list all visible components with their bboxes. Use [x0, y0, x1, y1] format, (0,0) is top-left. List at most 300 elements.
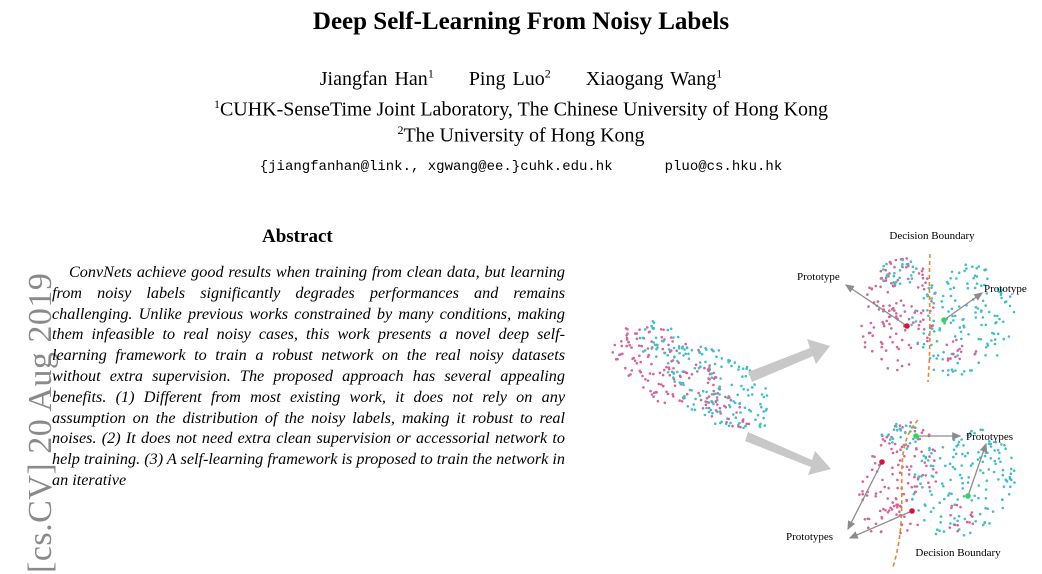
scatter-dot [858, 493, 861, 496]
scatter-dot [895, 281, 898, 284]
scatter-dot [621, 353, 624, 356]
scatter-dot [682, 354, 685, 357]
scatter-dot [985, 497, 988, 500]
decision-boundary-line-top [928, 254, 930, 382]
scatter-dot [896, 369, 899, 372]
scatter-dot [624, 367, 627, 370]
scatter-dot [753, 383, 756, 386]
scatter-dot [910, 465, 913, 468]
scatter-dot [896, 429, 899, 432]
scatter-dot [977, 451, 980, 454]
scatter-dot [659, 372, 662, 375]
scatter-dot [889, 438, 892, 441]
prototype-point [909, 508, 915, 514]
scatter-dot [700, 399, 703, 402]
scatter-dot [711, 393, 714, 396]
scatter-dot [696, 370, 699, 373]
scatter-dot [956, 520, 959, 523]
scatter-dot [917, 478, 920, 481]
scatter-dot [899, 459, 902, 462]
scatter-dot [881, 479, 884, 482]
scatter-dot [1000, 443, 1003, 446]
scatter-dot [980, 285, 983, 288]
scatter-dot [895, 425, 898, 428]
scatter-dot [891, 341, 894, 344]
scatter-dot [911, 486, 914, 489]
scatter-dot [730, 399, 733, 402]
scatter-dot [899, 424, 902, 427]
scatter-dot [953, 503, 956, 506]
scatter-dot [922, 277, 925, 280]
scatter-dot [922, 267, 925, 270]
scatter-dot [1002, 338, 1005, 341]
scatter-dot [952, 466, 955, 469]
scatter-dot [954, 335, 957, 338]
scatter-dot [715, 355, 718, 358]
scatter-dot [660, 383, 663, 386]
prototype-label: Prototype [984, 283, 1027, 295]
scatter-dot [874, 462, 877, 465]
scatter-dot [919, 482, 922, 485]
scatter-dot [930, 510, 933, 513]
scatter-dot [682, 370, 685, 373]
scatter-dot [695, 364, 698, 367]
prototype-label: Prototype [797, 271, 840, 283]
scatter-dot [665, 366, 668, 369]
scatter-dot [910, 305, 913, 308]
prototype-point [913, 433, 919, 439]
scatter-dot [933, 459, 936, 462]
scatter-dot [944, 465, 947, 468]
scatter-dot [714, 363, 717, 366]
scatter-dot [896, 479, 899, 482]
scatter-dot [634, 359, 637, 362]
scatter-dot [704, 400, 707, 403]
scatter-dot [880, 341, 883, 344]
scatter-dot [627, 341, 630, 344]
scatter-dot [930, 297, 933, 300]
scatter-dot [935, 533, 938, 536]
scatter-dot [910, 260, 913, 263]
scatter-dot [714, 392, 717, 395]
scatter-dot [1009, 485, 1012, 488]
scatter-dot [942, 446, 945, 449]
scatter-dot [978, 265, 981, 268]
scatter-dot [875, 492, 878, 495]
scatter-dot [955, 339, 958, 342]
scatter-dot [967, 476, 970, 479]
scatter-dot [923, 343, 926, 346]
scatter-dot [970, 514, 973, 517]
scatter-dot [932, 475, 935, 478]
scatter-dot [871, 350, 874, 353]
scatter-dot [657, 400, 660, 403]
scatter-dot [951, 271, 954, 274]
scatter-dot [897, 279, 900, 282]
scatter-dot [993, 449, 996, 452]
scatter-dot [909, 523, 912, 526]
scatter-dot [918, 475, 921, 478]
scatter-dot [760, 406, 763, 409]
scatter-dot [976, 282, 979, 285]
scatter-dot [664, 402, 667, 405]
scatter-dot [694, 409, 697, 412]
scatter-dot [960, 331, 963, 334]
scatter-dot [892, 452, 895, 455]
big-arrow-up [748, 339, 830, 382]
scatter-dot [918, 324, 921, 327]
scatter-dot [922, 309, 925, 312]
scatter-dot [673, 355, 676, 358]
scatter-dot [907, 445, 910, 448]
scatter-dot [923, 328, 926, 331]
scatter-dot [678, 399, 681, 402]
scatter-dot [952, 340, 955, 343]
scatter-dot [721, 357, 724, 360]
scatter-dot [895, 423, 898, 426]
scatter-dot [748, 423, 751, 426]
scatter-dot [655, 337, 658, 340]
scatter-dot [667, 371, 670, 374]
scatter-dot [614, 344, 617, 347]
scatter-dot [731, 425, 734, 428]
scatter-dot [1000, 297, 1003, 300]
scatter-dot [710, 373, 713, 376]
scatter-dot [912, 271, 915, 274]
scatter-dot [998, 452, 1001, 455]
scatter-dot [926, 309, 929, 312]
scatter-dot [901, 426, 904, 429]
scatter-dot [977, 497, 980, 500]
scatter-dot [909, 425, 912, 428]
scatter-dot [887, 511, 890, 514]
scatter-dot [932, 468, 935, 471]
scatter-dot [953, 439, 956, 442]
scatter-dot [1001, 499, 1004, 502]
scatter-dot [641, 375, 644, 378]
scatter-dot [967, 333, 970, 336]
scatter-dot [631, 358, 634, 361]
scatter-dot [738, 366, 741, 369]
scatter-dot [725, 406, 728, 409]
scatter-dot [949, 522, 952, 525]
scatter-dot [703, 367, 706, 370]
scatter-dot [957, 443, 960, 446]
scatter-dot [888, 442, 891, 445]
scatter-dot [868, 286, 871, 289]
scatter-dot [718, 349, 721, 352]
scatter-dot [894, 443, 897, 446]
scatter-dot [896, 346, 899, 349]
scatter-dot [956, 504, 959, 507]
scatter-dot [650, 363, 653, 366]
scatter-dot [914, 309, 917, 312]
scatter-dot [1008, 335, 1011, 338]
scatter-dot [879, 491, 882, 494]
arxiv-stamp: [cs.CV] 20 Aug 2019 [22, 272, 59, 573]
scatter-dot [685, 353, 688, 356]
scatter-dot [949, 288, 952, 291]
scatter-dot [961, 453, 964, 456]
scatter-dot [984, 304, 987, 307]
scatter-dot [899, 282, 902, 285]
scatter-dot [961, 477, 964, 480]
scatter-dot [935, 357, 938, 360]
scatter-dot [762, 410, 765, 413]
scatter-dot [958, 358, 961, 361]
scatter-dot [672, 359, 675, 362]
scatter-dot [883, 325, 886, 328]
scatter-dot [757, 414, 760, 417]
scatter-dot [867, 526, 870, 529]
scatter-dot [914, 473, 917, 476]
scatter-dot [950, 493, 953, 496]
scatter-dot [953, 517, 956, 520]
scatter-dot [892, 281, 895, 284]
scatter-dot [914, 426, 917, 429]
scatter-dot [927, 459, 930, 462]
scatter-dot [871, 468, 874, 471]
scatter-dot [691, 349, 694, 352]
scatter-dot [687, 405, 690, 408]
scatter-dot [1005, 300, 1008, 303]
scatter-dot [727, 361, 730, 364]
scatter-dot [994, 338, 997, 341]
scatter-dot [759, 423, 762, 426]
scatter-dot [897, 359, 900, 362]
scatter-dot [982, 461, 985, 464]
scatter-dot [956, 530, 959, 533]
scatter-dot [971, 499, 974, 502]
scatter-dot [884, 440, 887, 443]
scatter-dot [906, 447, 909, 450]
scatter-dot [875, 523, 878, 526]
abstract-text: ConvNets achieve good results when training from clean data, but learning from noisy labels significantly degrades performances and remains challenging. Unlike previous works constrained by many conditions, making them infeasible to real noisy cases, this work presents a novel deep self-learning framework to train a robust network on the real noisy datasets without extra supervision. The proposed approach has several appealing benefits. (1) Different from most existing work, it does not rely on any assumption on the distribution of the noisy labels, making it robust to real noises. (2) It does not need extra clean supervision or accessorial network to help training. (3) A self-learning framework is proposed to train the network in an iterative [52, 263, 565, 489]
scatter-dot [890, 448, 893, 451]
scatter-dot [663, 369, 666, 372]
scatter-dot [905, 266, 908, 269]
scatter-dot [900, 429, 903, 432]
scatter-dot [738, 422, 741, 425]
scatter-dot [714, 422, 717, 425]
scatter-dot [720, 421, 723, 424]
scatter-dot [961, 487, 964, 490]
scatter-dot [997, 449, 1000, 452]
scatter-dot [912, 438, 915, 441]
scatter-dot [759, 426, 762, 429]
scatter-dot [652, 327, 655, 330]
scatter-dot [910, 421, 913, 424]
scatter-dot [952, 319, 955, 322]
scatter-dot [954, 299, 957, 302]
scatter-dot [681, 400, 684, 403]
scatter-dot [620, 340, 623, 343]
scatter-dot [670, 336, 673, 339]
scatter-dot [862, 335, 865, 338]
scatter-dot [988, 522, 991, 525]
scatter-dot [913, 476, 916, 479]
scatter-dot [926, 340, 929, 343]
author-emails [0, 159, 1042, 175]
scatter-dot [1008, 493, 1011, 496]
concept-figure [588, 222, 1042, 574]
scatter-dot [666, 354, 669, 357]
scatter-dot [1013, 311, 1016, 314]
scatter-dot [892, 437, 895, 440]
scatter-dot [652, 373, 655, 376]
scatter-dot [699, 351, 702, 354]
scatter-dot [686, 393, 689, 396]
scatter-dot [964, 455, 967, 458]
scatter-dot [658, 383, 661, 386]
scatter-dot [673, 372, 676, 375]
scatter-dot [895, 504, 898, 507]
scatter-dot [715, 400, 718, 403]
scatter-dot [893, 505, 896, 508]
scatter-dot [917, 328, 920, 331]
scatter-dot [954, 524, 957, 527]
scatter-dot [668, 348, 671, 351]
scatter-dot [716, 396, 719, 399]
scatter-dot [899, 448, 902, 451]
scatter-dot [621, 345, 624, 348]
scatter-dot [710, 409, 713, 412]
scatter-dot [921, 486, 924, 489]
scatter-dot [926, 337, 929, 340]
scatter-dot [669, 374, 672, 377]
scatter-dot [895, 333, 898, 336]
scatter-dot [705, 404, 708, 407]
scatter-dot [994, 315, 997, 318]
scatter-dot [1002, 321, 1005, 324]
scatter-dot [911, 277, 914, 280]
scatter-dot [647, 347, 650, 350]
prototype-point [965, 493, 971, 499]
scatter-dot [673, 347, 676, 350]
scatter-dot [704, 414, 707, 417]
scatter-dot [634, 332, 637, 335]
scatter-dot [883, 486, 886, 489]
scatter-dot [644, 378, 647, 381]
scatter-dot [892, 307, 895, 310]
scatter-dot [885, 320, 888, 323]
scatter-dot [1009, 305, 1012, 308]
scatter-dot [910, 274, 913, 277]
scatter-dot [955, 277, 958, 280]
scatter-dot [730, 384, 733, 387]
scatter-dot [931, 327, 934, 330]
scatter-dot [889, 507, 892, 510]
scatter-dot [961, 373, 964, 376]
scatter-dot [954, 315, 957, 318]
scatter-dot [999, 461, 1002, 464]
scatter-dot [923, 332, 926, 335]
scatter-dot [914, 430, 917, 433]
scatter-dot [719, 407, 722, 410]
scatter-dot [1002, 474, 1005, 477]
scatter-dot [975, 306, 978, 309]
scatter-dot [902, 304, 905, 307]
scatter-dot [923, 519, 926, 522]
scatter-dot [667, 393, 670, 396]
scatter-dot [671, 393, 674, 396]
scatter-dot [667, 344, 670, 347]
scatter-dot [864, 518, 867, 521]
scatter-dot [960, 464, 963, 467]
abstract-heading: Abstract [262, 226, 333, 247]
scatter-dot [961, 345, 964, 348]
scatter-dot [893, 309, 896, 312]
scatter-dot [901, 365, 904, 368]
scatter-dot [671, 340, 674, 343]
scatter-dot [649, 372, 652, 375]
scatter-dot [904, 432, 907, 435]
scatter-dot [718, 393, 721, 396]
scatter-dot [935, 471, 938, 474]
scatter-dot [629, 373, 632, 376]
scatter-dot [949, 463, 952, 466]
scatter-dot [672, 336, 675, 339]
scatter-dot [942, 295, 945, 298]
scatter-dot [870, 530, 873, 533]
scatter-dot [899, 315, 902, 318]
scatter-dot [662, 374, 665, 377]
scatter-dot [738, 406, 741, 409]
scatter-dot [737, 425, 740, 428]
scatter-dot [711, 376, 714, 379]
scatter-dot [895, 315, 898, 318]
scatter-dot [676, 360, 679, 363]
scatter-dot [636, 362, 639, 365]
scatter-dot [932, 465, 935, 468]
scatter-dot [742, 427, 745, 430]
scatter-dot [639, 337, 642, 340]
scatter-dot [737, 368, 740, 371]
scatter-dot [697, 392, 700, 395]
scatter-dot [994, 322, 997, 325]
scatter-dot [626, 332, 629, 335]
scatter-dot [921, 270, 924, 273]
affiliation: $^2$The University of Hong Kong [397, 123, 645, 147]
scatter-dot [962, 324, 965, 327]
scatter-dot [686, 347, 689, 350]
scatter-dot [956, 362, 959, 365]
scatter-dot [683, 395, 686, 398]
scatter-dot [943, 498, 946, 501]
scatter-dot [880, 358, 883, 361]
scatter-dot [660, 328, 663, 331]
scatter-dot [689, 389, 692, 392]
scatter-dot [898, 511, 901, 514]
scatter-dot [676, 371, 679, 374]
scatter-dot [908, 318, 911, 321]
scatter-dot [971, 511, 974, 514]
prototype-point [904, 323, 910, 329]
scatter-dot [662, 348, 665, 351]
scatter-dot [964, 263, 967, 266]
scatter-dot [923, 297, 926, 300]
scatter-dot [895, 312, 898, 315]
scatter-dot [921, 460, 924, 463]
scatter-dot [909, 442, 912, 445]
scatter-dot [628, 344, 631, 347]
scatter-dot [910, 346, 913, 349]
scatter-dot [688, 377, 691, 380]
scatter-dot [897, 464, 900, 467]
scatter-dot [891, 473, 894, 476]
scatter-dot [886, 273, 889, 276]
scatter-dot [937, 354, 940, 357]
